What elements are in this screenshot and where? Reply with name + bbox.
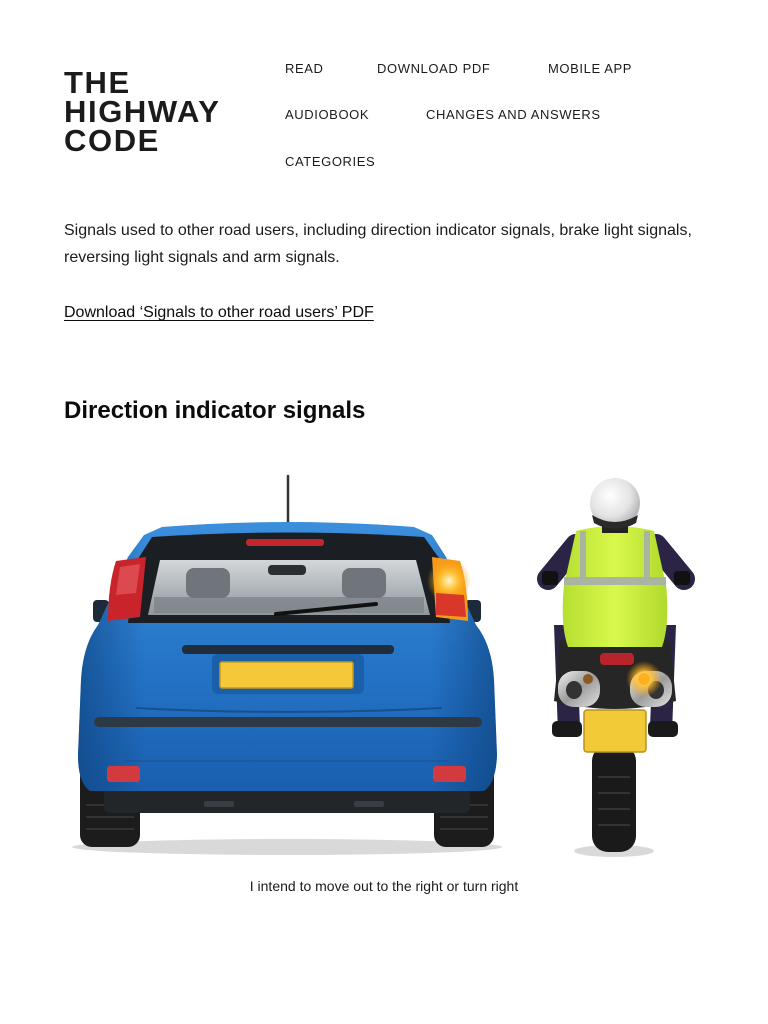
motorcycle-tail-light [600, 653, 634, 665]
car-left-headrest [186, 568, 230, 598]
download-signals-pdf-link[interactable]: Download ‘Signals to other road users’ PDF [64, 304, 374, 321]
car-left-reflector [107, 766, 140, 782]
logo-line-code: CODE [64, 123, 160, 158]
rider-left-boot [552, 721, 582, 737]
car-third-brake-light [246, 539, 324, 546]
car-number-plate [220, 662, 353, 688]
figure-caption: I intend to move out to the right or turn right [249, 878, 519, 894]
car-bumper-strip [94, 717, 482, 727]
car-left-tail-light [108, 557, 146, 621]
car-tailgate-handle [182, 645, 394, 654]
site-logo[interactable] [64, 65, 221, 158]
nav-link-download-pdf[interactable]: DOWNLOAD PDF [377, 61, 491, 76]
car-rear-view-mirror [268, 565, 306, 575]
nav-link-categories[interactable]: CATEGORIES [285, 154, 376, 169]
motorcycle-left-indicator [583, 674, 593, 684]
logo-line-the: THE [64, 65, 131, 100]
car-right-headrest [342, 568, 386, 598]
car-rear-illustration [72, 476, 502, 855]
vest-reflective-band [564, 577, 666, 585]
motorcycle-right-grip [674, 571, 690, 585]
motorcycle-rear-illustration [542, 478, 690, 857]
section-heading: Direction indicator signals [64, 397, 366, 424]
intro-paragraph: Signals used to other road users, including direction indicator signals, brake light signals, reversing light signals and arm signals. [64, 222, 692, 266]
motorcycle-left-grip [542, 571, 558, 585]
nav-link-audiobook[interactable]: AUDIOBOOK [285, 107, 370, 122]
direction-indicator-figure [64, 465, 704, 860]
car-right-reflector [433, 766, 466, 782]
motorcycle-rear-tyre [592, 745, 636, 852]
indicator-illustration [64, 465, 704, 860]
rider-right-boot [648, 721, 678, 737]
nav-link-changes-and-answers[interactable]: CHANGES AND ANSWERS [426, 107, 601, 122]
rider-hi-vis-vest [563, 526, 668, 647]
logo-line-highway: HIGHWAY [64, 94, 221, 129]
motorcycle-number-plate [584, 710, 646, 752]
nav-link-read[interactable]: READ [285, 61, 324, 76]
nav-link-mobile-app[interactable]: MOBILE APP [548, 61, 633, 76]
motorcycle-right-indicator-light [626, 661, 662, 697]
motorcycle-left-exhaust [558, 671, 600, 707]
